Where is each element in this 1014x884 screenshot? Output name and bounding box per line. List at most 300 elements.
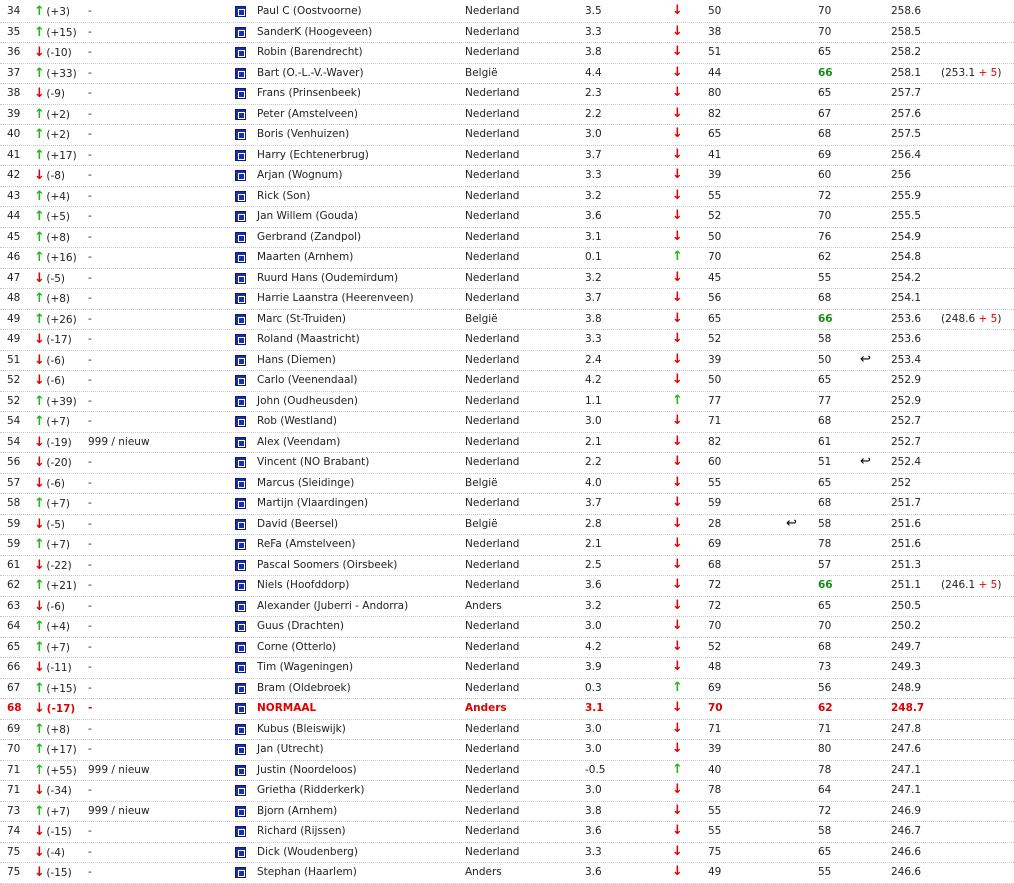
flag-icon — [235, 806, 246, 817]
player-name: Ruurd Hans (Oudemirdum) — [257, 271, 399, 284]
value-3: 55 — [818, 866, 832, 878]
value-1: 1.1 — [585, 394, 602, 407]
value-2: 70 — [708, 702, 723, 714]
rank-position: 45 — [7, 230, 21, 243]
previous-rank: - — [88, 46, 92, 58]
down-arrow-icon: ↓ — [672, 105, 683, 121]
rank-position: 70 — [7, 743, 21, 755]
down-arrow-icon: ↓ — [672, 146, 683, 162]
table-row — [0, 535, 1014, 556]
value-3: 64 — [818, 784, 832, 796]
value-2: 28 — [708, 517, 722, 530]
flag-icon — [235, 580, 246, 591]
down-arrow-icon: ↓ — [672, 597, 683, 613]
flag-icon — [235, 47, 246, 58]
rank-change: ↓ (-5) — [34, 270, 66, 286]
player-country: Anders — [465, 866, 502, 878]
value-3: 66 — [818, 312, 833, 325]
table-row — [0, 289, 1014, 310]
value-1: 3.5 — [585, 5, 602, 17]
value-2: 41 — [708, 148, 722, 161]
player-country: Nederland — [465, 353, 520, 366]
value-3: 68 — [818, 497, 832, 509]
flag-icon — [235, 560, 246, 571]
score: 251.6 — [891, 538, 922, 550]
value-2: 39 — [708, 743, 722, 755]
value-1: 2.5 — [585, 558, 602, 571]
rank-position: 65 — [7, 640, 21, 653]
up-arrow-icon: ↑ — [34, 393, 45, 409]
rank-position: 36 — [7, 46, 21, 58]
down-arrow-icon: ↓ — [672, 351, 683, 367]
rank-change: ↓ (-8) — [34, 168, 66, 183]
player-name: Guus (Drachten) — [257, 620, 344, 632]
value-3: 70 — [818, 5, 832, 17]
up-arrow-icon: ↑ — [34, 619, 45, 634]
flag-icon — [235, 724, 246, 735]
player-country: Nederland — [465, 5, 520, 17]
value-2: 65 — [708, 128, 722, 140]
down-arrow-icon: ↓ — [34, 86, 45, 101]
rank-change: ↓ (-15) — [34, 824, 72, 839]
value-3: 76 — [818, 230, 832, 243]
player-country: Nederland — [465, 845, 520, 858]
value-1: 3.0 — [585, 722, 602, 735]
player-name: David (Beersel) — [257, 517, 339, 530]
rank-position: 61 — [7, 558, 21, 571]
score: 256.4 — [891, 148, 922, 161]
player-country: Nederland — [465, 87, 520, 99]
player-country: Nederland — [465, 148, 520, 161]
player-country: Nederland — [465, 107, 520, 120]
value-3: 68 — [818, 128, 832, 140]
player-name: Bart (O.-L.-V.-Waver) — [257, 66, 364, 79]
value-2: 70 — [708, 251, 722, 263]
flag-icon — [235, 785, 246, 796]
table-row — [0, 412, 1014, 433]
flag-icon — [235, 129, 246, 140]
rank-change: ↑ (+39) — [34, 393, 77, 409]
previous-rank: - — [88, 517, 92, 530]
up-arrow-icon: ↑ — [34, 106, 45, 122]
table-row — [0, 556, 1014, 577]
table-row — [0, 310, 1014, 331]
value-1: 2.2 — [585, 107, 602, 120]
value-1: 3.7 — [585, 148, 602, 161]
flag-icon — [235, 252, 246, 263]
rank-change: ↑ (+4) — [34, 188, 71, 204]
rank-change: ↓ (-4) — [34, 844, 66, 860]
rank-position: 37 — [7, 66, 21, 79]
previous-rank: - — [88, 681, 92, 694]
table-row — [0, 474, 1014, 495]
player-name: Richard (Rijssen) — [257, 825, 346, 837]
flag-icon — [235, 88, 246, 99]
value-2: 70 — [708, 620, 722, 632]
up-arrow-icon: ↑ — [34, 250, 45, 265]
value-2: 78 — [708, 784, 722, 796]
value-2: 39 — [708, 353, 722, 366]
table-row — [0, 802, 1014, 823]
rank-position: 44 — [7, 210, 21, 222]
player-country: Nederland — [465, 435, 520, 448]
down-arrow-icon: ↓ — [672, 310, 683, 326]
table-row — [0, 597, 1014, 618]
down-arrow-icon: ↓ — [672, 433, 683, 449]
value-2: 71 — [708, 722, 722, 735]
table-row — [0, 84, 1014, 105]
rank-change: ↓ (-6) — [34, 598, 66, 614]
value-1: 2.2 — [585, 456, 602, 468]
bonus-note: (246.1 + 5) — [941, 579, 1002, 591]
player-country: Nederland — [465, 640, 520, 653]
player-name: Grietha (Ridderkerk) — [257, 784, 365, 796]
player-country: Nederland — [465, 169, 520, 181]
score: 247.6 — [891, 743, 922, 755]
value-1: 0.3 — [585, 681, 602, 694]
flag-icon — [235, 539, 246, 550]
flag-icon — [235, 703, 246, 714]
value-3: 65 — [818, 374, 832, 386]
score: 253.4 — [891, 353, 922, 366]
player-country: Nederland — [465, 661, 520, 673]
value-2: 59 — [708, 497, 722, 509]
value-3: 72 — [818, 804, 832, 817]
up-arrow-icon: ↑ — [672, 761, 683, 777]
flag-icon — [235, 683, 246, 694]
rank-change: ↓ (-34) — [34, 783, 72, 798]
value-3: 50 — [818, 353, 832, 366]
value-1: 4.0 — [585, 476, 602, 489]
ranking-table — [0, 2, 1014, 884]
value-2: 75 — [708, 845, 722, 858]
previous-rank: 999 / nieuw — [88, 804, 150, 817]
player-name: Corne (Otterlo) — [257, 640, 337, 653]
player-name: Bram (Oldebroek) — [257, 681, 351, 694]
value-2: 77 — [708, 394, 722, 407]
up-arrow-icon: ↑ — [34, 762, 45, 778]
table-row — [0, 166, 1014, 187]
up-arrow-icon: ↑ — [34, 721, 45, 737]
previous-rank: - — [88, 374, 92, 386]
up-arrow-icon: ↑ — [34, 311, 45, 327]
down-arrow-icon: ↓ — [672, 802, 683, 818]
flag-icon — [235, 621, 246, 632]
down-arrow-icon: ↓ — [34, 557, 45, 573]
score: 257.5 — [891, 128, 922, 140]
player-country: Nederland — [465, 46, 520, 58]
rank-position: 49 — [7, 312, 21, 325]
value-3: 68 — [818, 640, 832, 653]
player-country: Nederland — [465, 25, 520, 38]
value-2: 69 — [708, 681, 722, 694]
player-name: Rob (Westland) — [257, 415, 337, 427]
player-country: Nederland — [465, 292, 520, 304]
value-2: 82 — [708, 107, 722, 120]
player-name: SanderK (Hoogeveen) — [257, 25, 373, 38]
value-2: 55 — [708, 825, 722, 837]
value-1: 4.2 — [585, 374, 602, 386]
player-country: Nederland — [465, 825, 520, 837]
value-3: 66 — [818, 579, 833, 591]
rank-change: ↑ (+21) — [34, 578, 77, 593]
previous-rank: - — [88, 271, 92, 284]
table-row — [0, 392, 1014, 413]
value-2: 49 — [708, 866, 722, 878]
value-1: 3.3 — [585, 845, 602, 858]
rank-change: ↑ (+17) — [34, 742, 77, 757]
flag-icon — [235, 642, 246, 653]
rank-position: 38 — [7, 87, 21, 99]
down-arrow-icon: ↓ — [34, 455, 45, 470]
rank-change: ↑ (+15) — [34, 680, 77, 696]
value-1: 3.3 — [585, 25, 602, 38]
rank-position: 73 — [7, 804, 21, 817]
value-1: 3.9 — [585, 661, 602, 673]
player-country: België — [465, 312, 498, 325]
table-row — [0, 576, 1014, 597]
table-row — [0, 863, 1014, 884]
down-arrow-icon: ↓ — [34, 660, 45, 675]
rank-position: 68 — [7, 702, 22, 714]
rank-position: 54 — [7, 415, 21, 427]
down-arrow-icon: ↓ — [34, 332, 45, 347]
flag-icon — [235, 314, 246, 325]
up-arrow-icon: ↑ — [34, 578, 45, 593]
up-arrow-icon: ↑ — [34, 537, 45, 552]
score: 252.9 — [891, 374, 922, 386]
down-arrow-icon: ↓ — [672, 331, 683, 346]
player-country: Nederland — [465, 230, 520, 243]
rank-change: ↓ (-6) — [34, 373, 66, 388]
value-1: 4.2 — [585, 640, 602, 653]
score: 254.1 — [891, 292, 922, 304]
down-arrow-icon: ↓ — [672, 638, 683, 654]
bonus-note: (248.6 + 5) — [941, 312, 1002, 325]
player-name: Roland (Maastricht) — [257, 333, 360, 345]
value-1: 2.8 — [585, 517, 602, 530]
table-row — [0, 740, 1014, 761]
value-1: 3.0 — [585, 784, 602, 796]
previous-rank: - — [88, 312, 92, 325]
up-arrow-icon: ↑ — [34, 4, 45, 19]
player-name: Boris (Venhuizen) — [257, 128, 350, 140]
down-arrow-icon: ↓ — [672, 269, 683, 285]
flag-icon — [235, 744, 246, 755]
rank-position: 57 — [7, 476, 21, 489]
value-3: 62 — [818, 702, 833, 714]
flag-icon — [235, 273, 246, 284]
rank-position: 49 — [7, 333, 21, 345]
down-arrow-icon: ↓ — [672, 618, 683, 633]
rank-change: ↓ (-11) — [34, 660, 72, 675]
score: 246.7 — [891, 825, 922, 837]
rank-change: ↑ (+8) — [34, 721, 71, 737]
value-2: 82 — [708, 435, 722, 448]
previous-rank: - — [88, 866, 92, 878]
previous-rank: - — [88, 415, 92, 427]
value-2: 52 — [708, 210, 722, 222]
flag-icon — [235, 170, 246, 181]
rank-position: 62 — [7, 579, 21, 591]
previous-rank: - — [88, 558, 92, 571]
value-1: 3.1 — [585, 702, 604, 714]
down-arrow-icon: ↓ — [672, 782, 683, 797]
score: 252.7 — [891, 435, 922, 448]
previous-rank: - — [88, 599, 92, 612]
rank-position: 71 — [7, 763, 21, 776]
table-row — [0, 453, 1014, 474]
table-row — [0, 494, 1014, 515]
table-row — [0, 2, 1014, 23]
previous-rank: - — [88, 292, 92, 304]
rank-position: 59 — [7, 517, 21, 530]
player-name: Harry (Echtenerbrug) — [257, 148, 369, 161]
down-arrow-icon: ↓ — [672, 823, 683, 838]
previous-rank: - — [88, 456, 92, 468]
rank-change: ↓ (-22) — [34, 557, 72, 573]
previous-rank: - — [88, 845, 92, 858]
player-country: Nederland — [465, 394, 520, 407]
table-row — [0, 351, 1014, 372]
down-arrow-icon: ↓ — [34, 516, 45, 532]
player-country: Anders — [465, 702, 507, 714]
value-2: 55 — [708, 804, 722, 817]
down-arrow-icon: ↓ — [672, 85, 683, 100]
value-1: 3.6 — [585, 579, 602, 591]
player-name: Justin (Noordeloos) — [257, 763, 357, 776]
down-arrow-icon: ↓ — [672, 659, 683, 674]
value-3: 65 — [818, 845, 832, 858]
rank-change: ↓ (-9) — [34, 86, 66, 101]
value-2: 60 — [708, 456, 722, 468]
value-1: -0.5 — [585, 763, 606, 776]
previous-rank: - — [88, 189, 92, 202]
score: 256 — [891, 169, 912, 181]
down-arrow-icon: ↓ — [34, 168, 45, 183]
flag-icon — [235, 826, 246, 837]
value-3: 56 — [818, 681, 832, 694]
flag-icon — [235, 601, 246, 612]
return-arrow-icon: ↩ — [786, 515, 797, 531]
up-arrow-icon: ↑ — [672, 249, 683, 264]
value-3: 57 — [818, 558, 832, 571]
flag-icon — [235, 519, 246, 530]
down-arrow-icon: ↓ — [34, 434, 45, 450]
down-arrow-icon: ↓ — [34, 701, 45, 716]
score: 250.2 — [891, 620, 922, 632]
up-arrow-icon: ↑ — [34, 291, 45, 306]
up-arrow-icon: ↑ — [34, 803, 45, 819]
flag-icon — [235, 662, 246, 673]
value-3: 51 — [818, 456, 832, 468]
rank-position: 64 — [7, 620, 21, 632]
rank-position: 54 — [7, 435, 21, 448]
previous-rank: - — [88, 394, 92, 407]
player-name: Arjan (Wognum) — [257, 169, 343, 181]
flag-icon — [235, 191, 246, 202]
score: 258.6 — [891, 5, 922, 17]
rank-position: 46 — [7, 251, 21, 263]
value-3: 77 — [818, 394, 832, 407]
player-name: John (Oudheusden) — [257, 394, 358, 407]
up-arrow-icon: ↑ — [34, 229, 45, 245]
player-name: Carlo (Veenendaal) — [257, 374, 358, 386]
score: 252.9 — [891, 394, 922, 407]
flag-icon — [235, 416, 246, 427]
player-country: Nederland — [465, 681, 520, 694]
rank-position: 52 — [7, 374, 21, 386]
down-arrow-icon: ↓ — [672, 536, 683, 551]
previous-rank: 999 / nieuw — [88, 435, 150, 448]
down-arrow-icon: ↓ — [672, 64, 683, 80]
score: 258.5 — [891, 25, 922, 38]
previous-rank: - — [88, 620, 92, 632]
player-name: Peter (Amstelveen) — [257, 107, 359, 120]
previous-rank: 999 / nieuw — [88, 763, 150, 776]
table-row — [0, 187, 1014, 208]
rank-change: ↑ (+33) — [34, 65, 77, 81]
down-arrow-icon: ↓ — [672, 495, 683, 510]
table-row — [0, 125, 1014, 146]
value-1: 0.1 — [585, 251, 602, 263]
rank-change: ↑ (+7) — [34, 537, 71, 552]
flag-icon — [235, 375, 246, 386]
rank-change: ↑ (+2) — [34, 127, 71, 142]
player-name: Alex (Veendam) — [257, 435, 341, 448]
player-name: Pascal Soomers (Oirsbeek) — [257, 558, 398, 571]
value-3: 60 — [818, 169, 832, 181]
flag-icon — [235, 478, 246, 489]
score: 249.7 — [891, 640, 922, 653]
value-1: 3.2 — [585, 271, 602, 284]
rank-position: 43 — [7, 189, 21, 202]
score: 254.2 — [891, 271, 922, 284]
value-3: 78 — [818, 763, 832, 776]
player-name: Jan (Utrecht) — [257, 743, 324, 755]
flag-icon — [235, 334, 246, 345]
value-3: 78 — [818, 538, 832, 550]
value-1: 3.6 — [585, 825, 602, 837]
value-1: 3.8 — [585, 312, 602, 325]
value-1: 3.2 — [585, 599, 602, 612]
score: 247.1 — [891, 784, 922, 796]
table-row — [0, 248, 1014, 269]
down-arrow-icon: ↓ — [672, 556, 683, 572]
table-row — [0, 269, 1014, 290]
value-2: 69 — [708, 538, 722, 550]
player-name: Hans (Diemen) — [257, 353, 336, 366]
score: 251.1 — [891, 579, 922, 591]
player-name: Jan Willem (Gouda) — [257, 210, 358, 222]
return-arrow-icon: ↩ — [860, 351, 871, 367]
table-row — [0, 720, 1014, 741]
player-country: Nederland — [465, 722, 520, 735]
previous-rank: - — [88, 579, 92, 591]
up-arrow-icon: ↑ — [34, 127, 45, 142]
player-country: Nederland — [465, 579, 520, 591]
previous-rank: - — [88, 148, 92, 161]
rank-position: 71 — [7, 784, 21, 796]
down-arrow-icon: ↓ — [672, 167, 683, 182]
score: 251.6 — [891, 517, 922, 530]
down-arrow-icon: ↓ — [672, 700, 683, 715]
table-row — [0, 822, 1014, 843]
value-1: 3.0 — [585, 743, 602, 755]
player-country: Nederland — [465, 558, 520, 571]
value-3: 72 — [818, 189, 832, 202]
rank-change: ↑ (+4) — [34, 619, 71, 634]
